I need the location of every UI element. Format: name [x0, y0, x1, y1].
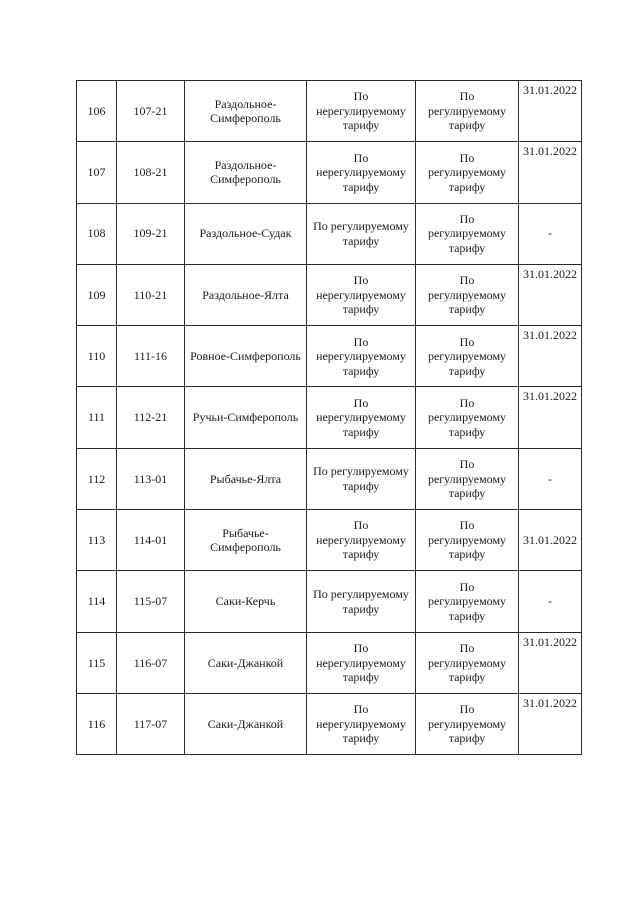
route-name-cell: Саки-Керчь — [185, 571, 307, 632]
tariff-type-cell-2: По регулируемому тарифу — [416, 142, 519, 203]
date-cell: 31.01.2022 — [519, 693, 582, 754]
table-row — [77, 510, 582, 571]
route-name-cell: Раздольное-Ялта — [185, 264, 307, 325]
date-cell: 31.01.2022 — [519, 387, 582, 448]
date-cell: 31.01.2022 — [519, 264, 582, 325]
row-number-cell: 112 — [77, 448, 117, 509]
route-name-cell: Раздольное- Симферополь — [185, 142, 307, 203]
tariff-type-cell: По регулируемому тарифу — [307, 571, 416, 632]
route-name-cell: Ровное-Симферополь — [185, 326, 307, 387]
table-row — [77, 448, 582, 509]
row-number-cell: 107 — [77, 142, 117, 203]
route-code-cell: 107-21 — [117, 81, 185, 142]
tariff-type-cell: По нерегулируемому тарифу — [307, 264, 416, 325]
tariff-type-cell: По нерегулируемому тарифу — [307, 693, 416, 754]
tariff-type-cell-2: По регулируемому тарифу — [416, 326, 519, 387]
tariff-type-cell: По нерегулируемому тарифу — [307, 142, 416, 203]
tariff-type-cell-2: По регулируемому тарифу — [416, 203, 519, 264]
tariff-type-cell: По регулируемому тарифу — [307, 448, 416, 509]
tariff-type-cell-2: По регулируемому тарифу — [416, 571, 519, 632]
route-name-cell: Раздольное- Симферополь — [185, 81, 307, 142]
tariff-type-cell: По регулируемому тарифу — [307, 203, 416, 264]
table-row — [77, 264, 582, 325]
tariff-type-cell-2: По регулируемому тарифу — [416, 693, 519, 754]
tariff-type-cell-2: По регулируемому тарифу — [416, 448, 519, 509]
tariff-type-cell: По нерегулируемому тарифу — [307, 632, 416, 693]
tariff-type-cell: По нерегулируемому тарифу — [307, 326, 416, 387]
row-number-cell: 106 — [77, 81, 117, 142]
route-name-cell: Ручьи-Симферополь — [185, 387, 307, 448]
route-name-cell: Раздольное-Судак — [185, 203, 307, 264]
date-cell: 31.01.2022 — [519, 326, 582, 387]
route-code-cell: 114-01 — [117, 510, 185, 571]
date-cell: 31.01.2022 — [519, 510, 582, 571]
date-cell: - — [519, 448, 582, 509]
route-name-cell: Рыбачье-Ялта — [185, 448, 307, 509]
route-code-cell: 117-07 — [117, 693, 185, 754]
route-name-cell: Рыбачье- Симферополь — [185, 510, 307, 571]
tariff-type-cell: По нерегулируемому тарифу — [307, 387, 416, 448]
row-number-cell: 110 — [77, 326, 117, 387]
route-code-cell: 113-01 — [117, 448, 185, 509]
tariff-type-cell-2: По регулируемому тарифу — [416, 264, 519, 325]
row-number-cell: 116 — [77, 693, 117, 754]
date-cell: 31.01.2022 — [519, 142, 582, 203]
table-row — [77, 632, 582, 693]
route-code-cell: 115-07 — [117, 571, 185, 632]
route-code-cell: 109-21 — [117, 203, 185, 264]
tariff-type-cell: По нерегулируемому тарифу — [307, 81, 416, 142]
table-row — [77, 203, 582, 264]
tariff-type-cell: По нерегулируемому тарифу — [307, 510, 416, 571]
table-row — [77, 81, 582, 142]
route-code-cell: 108-21 — [117, 142, 185, 203]
route-code-cell: 111-16 — [117, 326, 185, 387]
row-number-cell: 109 — [77, 264, 117, 325]
route-name-cell: Саки-Джанкой — [185, 693, 307, 754]
tariff-type-cell-2: По регулируемому тарифу — [416, 510, 519, 571]
row-number-cell: 114 — [77, 571, 117, 632]
table-row — [77, 142, 582, 203]
route-code-cell: 116-07 — [117, 632, 185, 693]
row-number-cell: 108 — [77, 203, 117, 264]
routes-table — [76, 80, 582, 755]
row-number-cell: 115 — [77, 632, 117, 693]
table-row — [77, 326, 582, 387]
date-cell: - — [519, 203, 582, 264]
date-cell: 31.01.2022 — [519, 81, 582, 142]
tariff-type-cell-2: По регулируемому тарифу — [416, 632, 519, 693]
route-code-cell: 110-21 — [117, 264, 185, 325]
route-code-cell: 112-21 — [117, 387, 185, 448]
date-cell: - — [519, 571, 582, 632]
date-cell: 31.01.2022 — [519, 632, 582, 693]
table-row — [77, 387, 582, 448]
tariff-type-cell-2: По регулируемому тарифу — [416, 387, 519, 448]
row-number-cell: 111 — [77, 387, 117, 448]
row-number-cell: 113 — [77, 510, 117, 571]
table-row — [77, 571, 582, 632]
route-name-cell: Саки-Джанкой — [185, 632, 307, 693]
routes-table-body — [77, 81, 582, 755]
tariff-type-cell-2: По регулируемому тарифу — [416, 81, 519, 142]
table-row — [77, 693, 582, 754]
